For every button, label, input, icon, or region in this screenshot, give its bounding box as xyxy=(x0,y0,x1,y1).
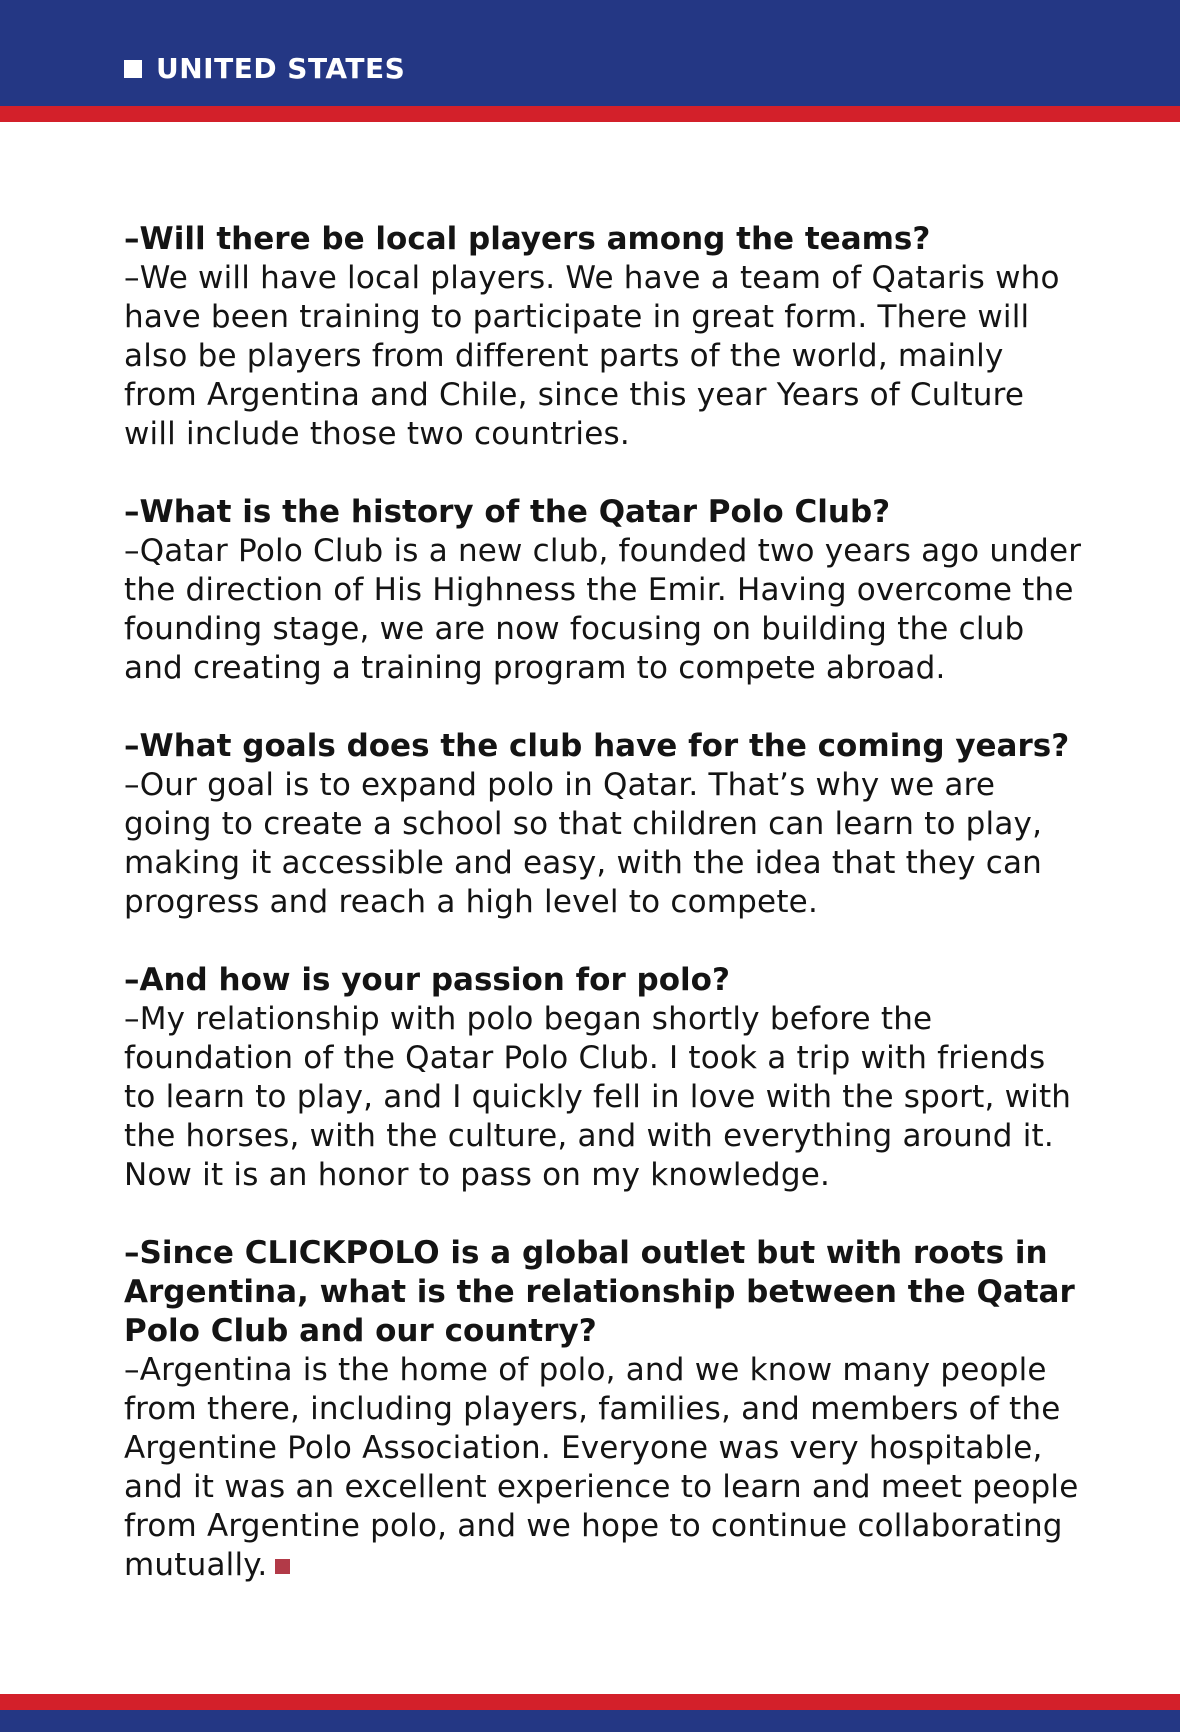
question: –What is the history of the Qatar Polo Club? xyxy=(124,494,891,530)
answer: –We will have local players. We have a team of Qataris who have been training to participate in great form. There will also be players from different parts of the world, mainly from Argentina and Chile, since this year Years of Culture will include those two countries. xyxy=(124,260,1060,452)
answer: –Our goal is to expand polo in Qatar. That’s why we are going to create a school so that children can learn to play, making it accessible and easy, with the idea that they can progress and reach a high level to compete. xyxy=(124,767,1043,920)
answer-text: –Argentina is the home of polo, and we know many people from there, including players, families, and members of the Argentine Polo Association. Everyone was very hospitable, and it was an excellent experience to learn and meet people from Argentine polo, and we hope to continue collaborating mutually. xyxy=(124,1352,1079,1583)
footer-stripe xyxy=(0,1694,1180,1710)
header-bar xyxy=(0,0,1180,106)
section-square-icon xyxy=(124,60,142,78)
header-stripe xyxy=(0,106,1180,122)
answer-final xyxy=(124,1351,1084,1585)
question: –Will there be local players among the teams? xyxy=(124,221,931,257)
answer: –My relationship with polo began shortly before the foundation of the Qatar Polo Club. I took a trip with friends to learn to play, and I quickly fell in love with the sport, with the horses, with the culture, and with everything around it. Now it is an honor to pass on my knowledge. xyxy=(124,1001,1072,1193)
qa-block xyxy=(124,1234,1084,1585)
question: –And how is your passion for polo? xyxy=(124,962,730,998)
qa-block xyxy=(124,493,1084,688)
section-label-text: UNITED STATES xyxy=(156,52,406,85)
end-mark-icon xyxy=(275,1559,290,1574)
question: –Since CLICKPOLO is a global outlet but with roots in Argentina, what is the relationship between the Qatar Polo Club and our country? xyxy=(124,1235,1075,1349)
qa-block xyxy=(124,961,1084,1195)
qa-block xyxy=(124,727,1084,922)
answer: –Qatar Polo Club is a new club, founded two years ago under the direction of His Highness the Emir. Having overcome the founding stage, we are now focusing on building the club and creating a training program to compete abroad. xyxy=(124,533,1082,686)
question: –What goals does the club have for the coming years? xyxy=(124,728,1070,764)
qa-block xyxy=(124,220,1084,454)
interview-article xyxy=(124,220,1084,1624)
footer-bar xyxy=(0,1710,1180,1732)
section-label xyxy=(124,52,405,85)
